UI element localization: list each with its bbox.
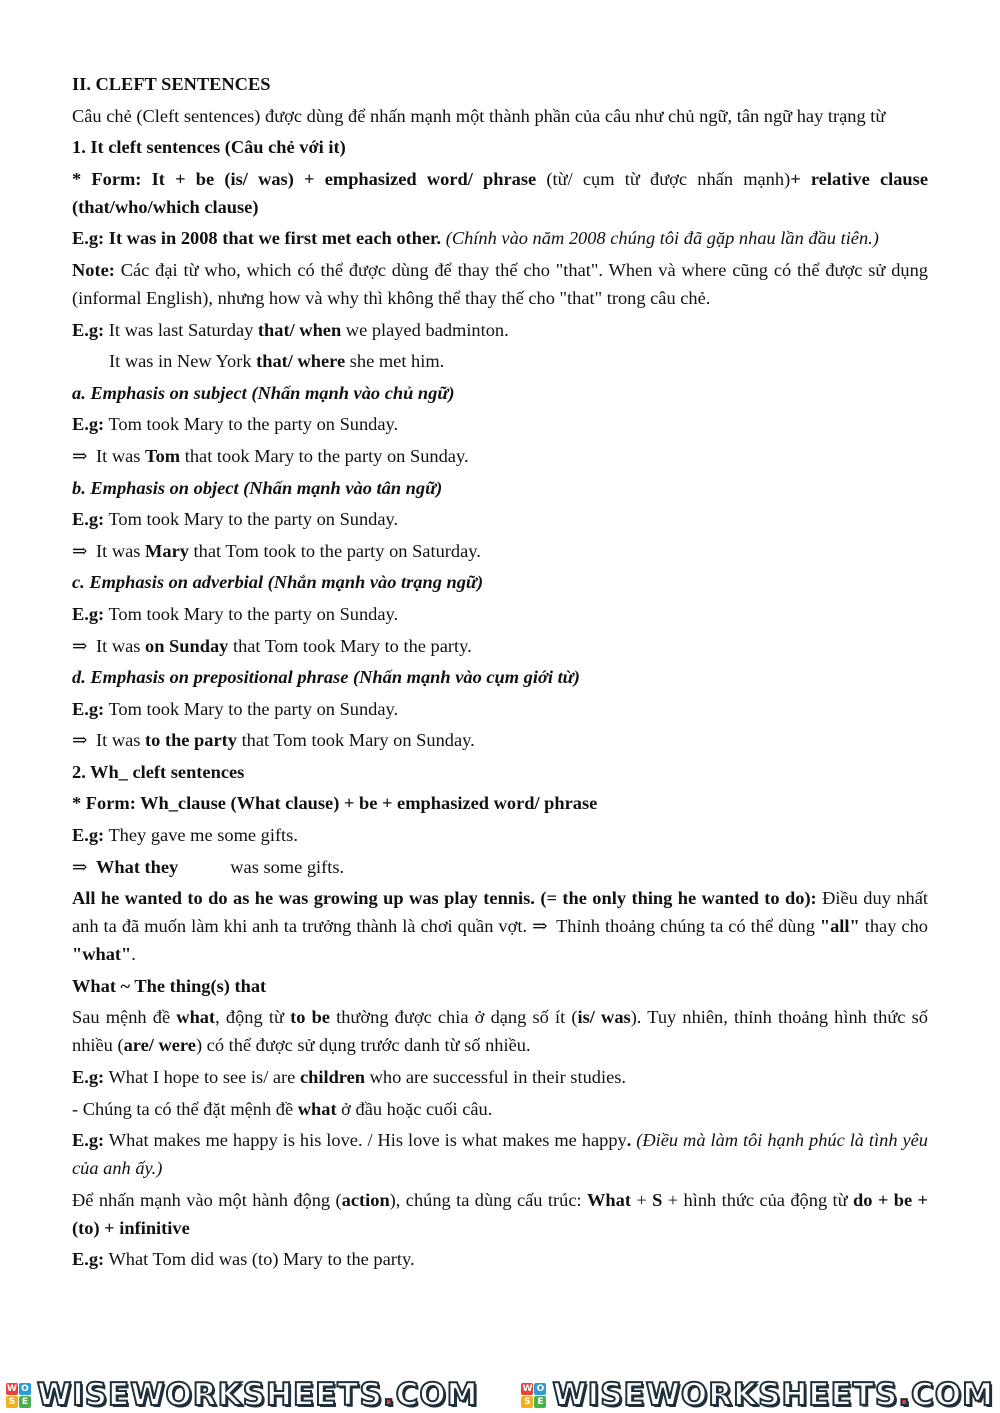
subsection-a-title: a. Emphasis on subject (Nhấn mạnh vào chủ ngữ) bbox=[72, 382, 455, 403]
subsection-b-result: ⇒ It was Mary that Tom took to the party on Saturday. bbox=[72, 537, 928, 565]
example-translation: (Chính vào năm 2008 chúng tôi đã gặp nhau lần đầu tiên.) bbox=[441, 228, 879, 249]
arrow-icon: ⇒ bbox=[72, 635, 88, 656]
part1-form bbox=[72, 165, 928, 221]
watermark-text: WISEWORKSHEETS.COM bbox=[552, 1377, 994, 1413]
note-text: Các đại từ who, which có thể được dùng để thay thế cho "that". When và where cũng có thể được sử dụng (informal English), nhưng how và why thì không thể thay thế cho "that" trong câu chẻ. bbox=[72, 259, 928, 308]
section-title: II. CLEFT SENTENCES bbox=[72, 74, 271, 94]
arrow-icon: ⇒ bbox=[72, 856, 88, 877]
part2-result: ⇒ What they was some gifts. bbox=[72, 853, 928, 881]
part2-example-5: E.g: What Tom did was (to) Mary to the party. bbox=[72, 1249, 415, 1270]
arrow-icon: ⇒ bbox=[532, 916, 548, 937]
subsection-b-title: b. Emphasis on object (Nhấn mạnh vào tân ngữ) bbox=[72, 477, 443, 498]
subsection-d-title: d. Emphasis on prepositional phrase (Nhấn mạnh vào cụm giới từ) bbox=[72, 667, 580, 688]
subsection-c-title: c. Emphasis on adverbial (Nhắn mạnh vào trạng ngữ) bbox=[72, 572, 484, 593]
arrow-icon: ⇒ bbox=[72, 540, 88, 561]
arrow-icon: ⇒ bbox=[72, 730, 88, 751]
watermark-footer bbox=[0, 1378, 1000, 1413]
subsection-b-example: E.g: Tom took Mary to the party on Sunday. bbox=[72, 509, 399, 530]
subsection-d-example: E.g: Tom took Mary to the party on Sunday. bbox=[72, 698, 399, 719]
worksheet-page bbox=[72, 70, 928, 1277]
watermark-text: WISEWORKSHEETS.COM bbox=[37, 1377, 479, 1413]
wiseworksheets-logo-icon: W O S E bbox=[521, 1383, 546, 1408]
form-formula: * Form: It + be (is/ was) + emphasized word/ phrase bbox=[72, 168, 537, 189]
note-example-1: E.g: It was last Saturday that/ when we played badminton. bbox=[72, 319, 509, 340]
form-gloss: (từ/ cụm từ được nhấn mạnh) bbox=[536, 168, 791, 189]
subsection-d-result: ⇒ It was to the party that Tom took Mary on Sunday. bbox=[72, 726, 928, 754]
watermark-brand-right bbox=[521, 1378, 994, 1413]
part2-example-4: E.g: What makes me happy is his love. / His love is what makes me happy. (Điều mà làm tôi hạnh phúc là tình yêu của anh ấy.) bbox=[72, 1130, 928, 1179]
part2-heading: 2. Wh_ cleft sentences bbox=[72, 761, 245, 782]
example-sentence: E.g: It was in 2008 that we first met each other. bbox=[72, 228, 442, 249]
part2-example-3: E.g: What I hope to see is/ are children who are successful in their studies. bbox=[72, 1067, 626, 1088]
part2-example: E.g: They gave me some gifts. bbox=[72, 825, 298, 846]
subsection-a-result: ⇒ It was Tom that took Mary to the party on Sunday. bbox=[72, 442, 928, 470]
note-example-2: It was in New York that/ where she met him. bbox=[109, 351, 445, 372]
all-paragraph: All he wanted to do as he was growing up was play tennis. (= the only thing he wanted to do): Điều duy nhất anh ta đã muốn làm khi anh ta trưởng thành là chơi quần vợt. ⇒ Thỉnh thoảng chúng ta có thể dùng "all" thay cho "what". bbox=[72, 888, 928, 965]
watermark-brand-left bbox=[6, 1378, 479, 1413]
arrow-icon: ⇒ bbox=[72, 445, 88, 466]
part1-heading: 1. It cleft sentences (Câu chẻ với it) bbox=[72, 137, 346, 158]
note-label: Note: bbox=[72, 259, 115, 280]
intro-paragraph: Câu chẻ (Cleft sentences) được dùng để nhấn mạnh một thành phần của câu như chủ ngữ, tân ngữ hay trạng từ bbox=[72, 105, 886, 126]
sau-paragraph: Sau mệnh đề what, động từ to be thường được chia ở dạng số ít (is/ was). Tuy nhiên, thỉnh thoảng hình thức số nhiều (are/ were) có thể được sử dụng trước danh từ số nhiều. bbox=[72, 1007, 928, 1056]
subsection-c-result: ⇒ It was on Sunday that Tom took Mary to the party. bbox=[72, 632, 928, 660]
wiseworksheets-logo-icon: W O S E bbox=[6, 1383, 31, 1408]
dash-paragraph: - Chúng ta có thể đặt mệnh đề what ở đầu hoặc cuối câu. bbox=[72, 1098, 493, 1119]
note-paragraph bbox=[72, 256, 928, 312]
subsection-a-example: E.g: Tom took Mary to the party on Sunday. bbox=[72, 414, 399, 435]
part2-form: * Form: Wh_clause (What clause) + be + emphasized word/ phrase bbox=[72, 793, 598, 814]
form-relative-clause: + relative clause (that/who/which clause) bbox=[72, 168, 928, 217]
subsection-c-example: E.g: Tom took Mary to the party on Sunday. bbox=[72, 603, 399, 624]
what-heading: What ~ The thing(s) that bbox=[72, 975, 267, 996]
part1-example bbox=[72, 224, 928, 252]
action-paragraph: Để nhấn mạnh vào một hành động (action), chúng ta dùng cấu trúc: What + S + hình thức của động từ do + be + (to) + infinitive bbox=[72, 1189, 928, 1238]
